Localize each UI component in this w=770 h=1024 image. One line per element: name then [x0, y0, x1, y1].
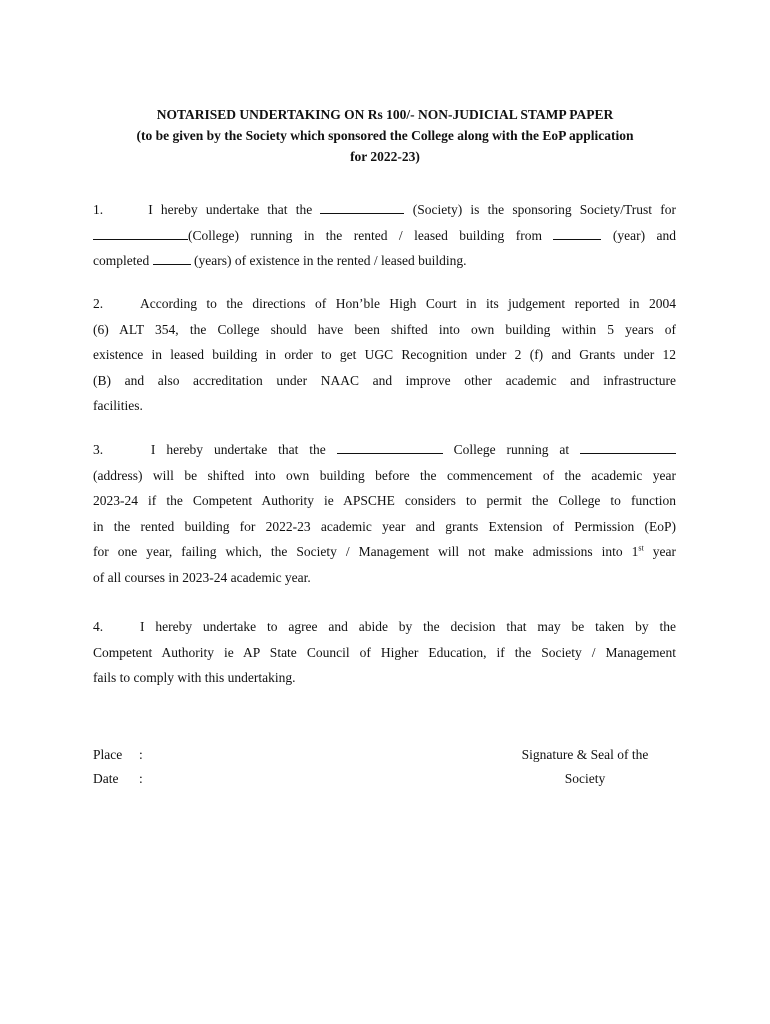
paragraph-number: 3. [93, 442, 104, 457]
paragraph-number: 2. [93, 296, 104, 311]
place-date-block [93, 743, 143, 791]
date-label: Date [93, 771, 119, 786]
title-line-2: (to be given by the Society which sponsored the College along with the EoP application [136, 128, 634, 143]
place-row: Place : [93, 743, 143, 767]
ordinal-suffix: st [638, 543, 644, 553]
years-existence-blank[interactable] [153, 252, 191, 265]
title-line-1: NOTARISED UNDERTAKING ON Rs 100/- NON-JUDICIAL STAMP PAPER [156, 107, 614, 122]
document-title [80, 104, 690, 167]
title-line-3: for 2022-23) [350, 149, 420, 164]
paragraph-1: 1. I hereby undertake that the (Society) is the sponsoring Society/Trust for (College) running in the rented / leased building from (year) and completed (years) of existence in the rented / leased building. [93, 197, 676, 274]
paragraph-2: 2. According to the directions of Hon’ble High Court in its judgement reported in 2004 (6) ALT 354, the College should have been shifted into own building within 5 years of existence in leased building in order to get UGC Recognition under 2 (f) and Grants under 12 (B) and also accreditation under NAAC and improve other academic and infrastructure facilities. [93, 291, 676, 419]
signature-block [490, 743, 680, 791]
signature-label-line-1: Signature & Seal of the [521, 747, 649, 762]
year-blank[interactable] [553, 227, 601, 240]
address-blank[interactable] [580, 441, 676, 454]
paragraph-number: 1. [93, 202, 104, 217]
paragraph-number: 4. [93, 619, 104, 634]
paragraph-3: 3. I hereby undertake that the College running at (address) will be shifted into own building before the commencement of the academic year 2023-24 if the Competent Authority ie APSCHE considers to permit the College to function in the rented building for 2022-23 academic year and grants Extension of Permission (EoP) for one year, failing which, the Society / Management will not make admissions into 1st year of all courses in 2023-24 academic year. [93, 437, 676, 590]
place-label: Place [93, 747, 123, 762]
college-name-blank[interactable] [337, 441, 443, 454]
society-name-blank[interactable] [320, 201, 404, 214]
signature-label-line-2: Society [564, 771, 606, 786]
date-row: Date : [93, 767, 143, 791]
college-name-blank[interactable] [93, 227, 188, 240]
paragraph-4: 4. I hereby undertake to agree and abide by the decision that may be taken by the Competent Authority ie AP State Council of Higher Education, if the Society / Management fails to comply with this undertaking. [93, 614, 676, 691]
